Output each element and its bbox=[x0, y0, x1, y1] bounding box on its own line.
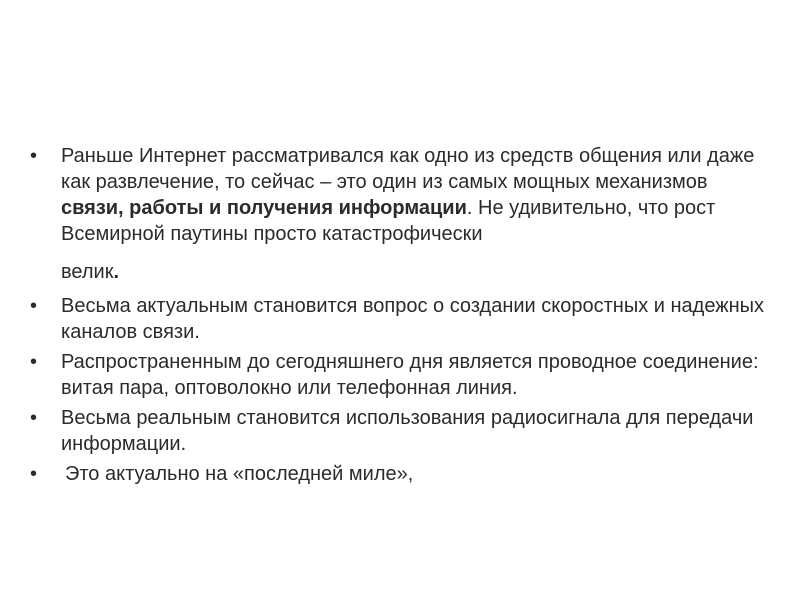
bullet-marker: • bbox=[30, 407, 38, 429]
bullet-text-tail: велик bbox=[61, 261, 114, 283]
bullet-text-follow: . Не удивительно, что рост Всемирной паутины просто катастрофически bbox=[61, 197, 716, 245]
bullet-item-5 bbox=[30, 461, 770, 487]
bullet-text: Весьма актуальным становится вопрос о создании скоростных и надежных каналов связи. bbox=[61, 295, 765, 343]
bullet-item-3 bbox=[30, 349, 770, 401]
bullet-item-1 bbox=[30, 143, 770, 285]
bullet-text: Весьма реальным становится использования радиосигнала для передачи информации. bbox=[61, 407, 754, 455]
bullet-text: Это актуально на «последней миле», bbox=[65, 463, 414, 485]
bullet-marker: • bbox=[30, 351, 38, 373]
bullet-text: Распространенным до сегодняшнего дня является проводное соединение: витая пара, оптоволокно или телефонная линия. bbox=[61, 351, 759, 399]
bullet-text-lead: Раньше Интернет рассматривался как одно из средств общения или даже как развлечение, то сейчас – это один из самых мощных механизмов bbox=[61, 145, 755, 193]
bullet-text-tail-end: . bbox=[113, 261, 120, 283]
bullet-list bbox=[30, 143, 770, 491]
bullet-text-emphasis: связи, работы и получения информации bbox=[61, 197, 467, 219]
bullet-item-4 bbox=[30, 405, 770, 457]
bullet-marker: • bbox=[30, 295, 38, 317]
bullet-item-2 bbox=[30, 293, 770, 345]
bullet-marker: • bbox=[30, 145, 38, 167]
bullet-marker: • bbox=[30, 463, 38, 485]
